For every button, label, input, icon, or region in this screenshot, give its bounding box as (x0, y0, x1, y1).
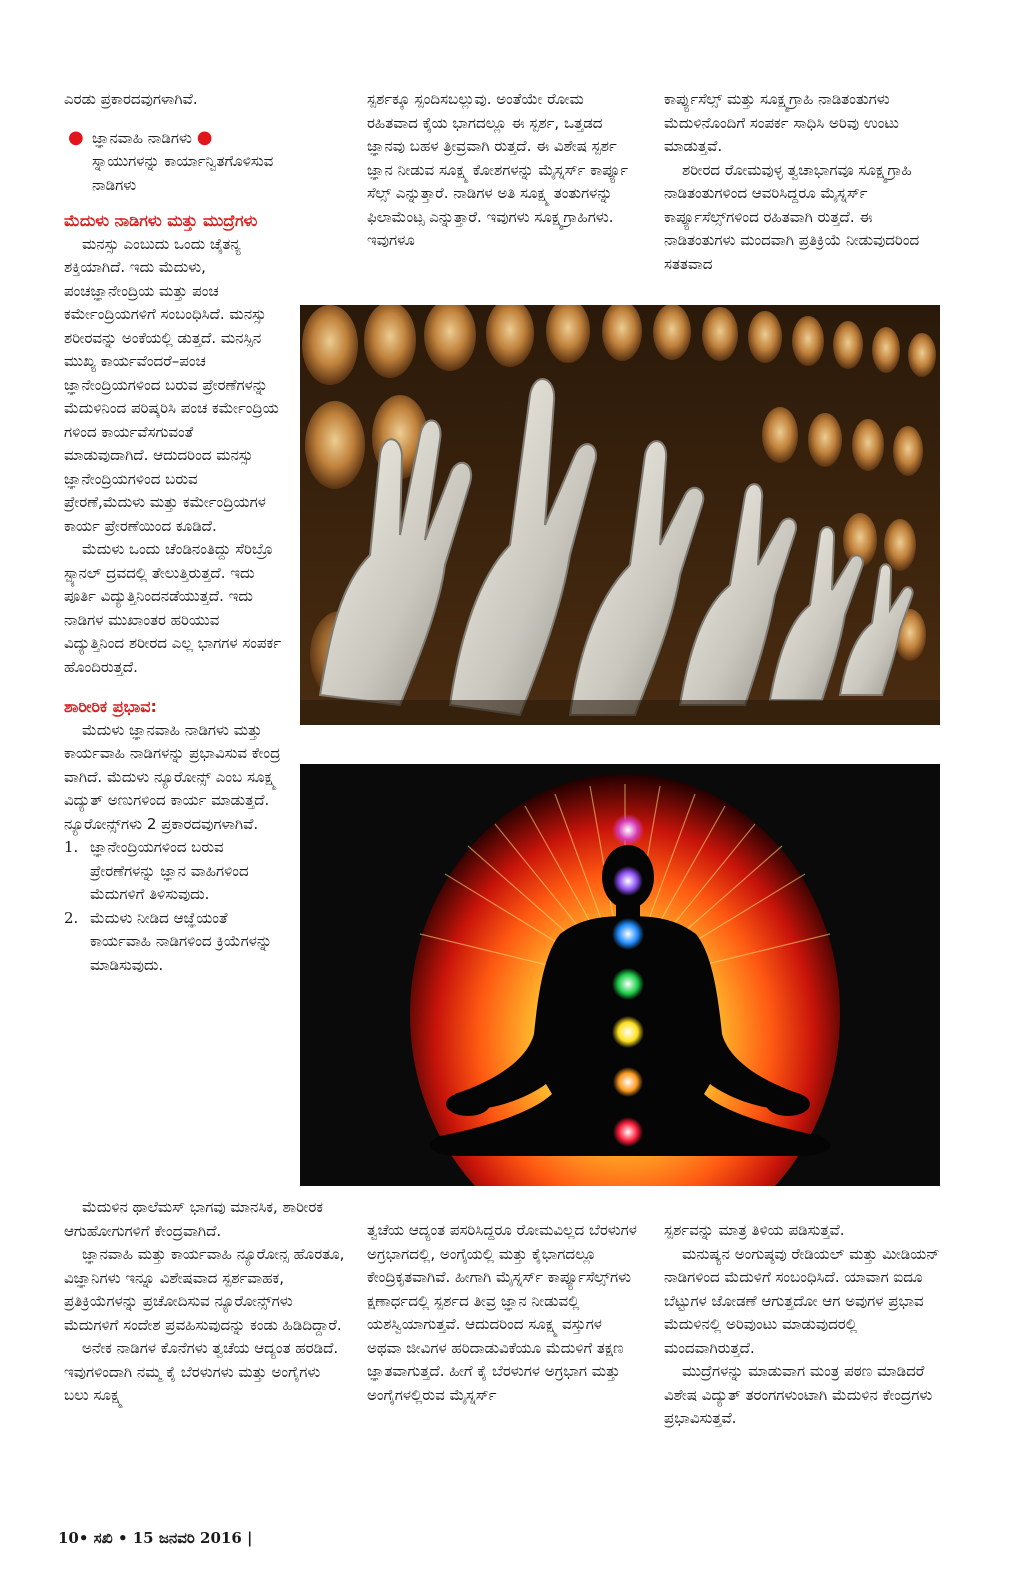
numbered-item (64, 836, 282, 907)
section-heading-physical-effect: ಶಾರೀರಿಕ ಪ್ರಭಾವ: (64, 697, 157, 716)
paragraph: ಕಾರ್ಪ್ಯುಸೆಲ್ಸ್ ಮತ್ತು ಸೂಕ್ಷ್ಮಗ್ರಾಹಿ ನಾಡಿತಂತುಗಳು ಮೆದುಳಿನೊಂದಿಗೆ ಸಂಪರ್ಕ ಸಾಧಿಸಿ ಅರಿವು ಉಂಟು ಮಾಡುತ್ತವೆ. (664, 90, 899, 155)
meditation-chakra-illustration (300, 764, 940, 1186)
meditation-chakra-image (300, 764, 940, 1186)
paragraph: ಸ್ಪರ್ಶಕ್ಕೂ ಸ್ಪಂದಿಸಬಲ್ಲುವು. ಅಂತೆಯೇ ರೋಮ ರಹಿತವಾದ ಕೈಯ ಭಾಗದಲ್ಲೂ ಈ ಸ್ಪರ್ಶ, ಒತ್ತಡದ ಜ್ಞಾನವು ಬಹಳ ತ್ರೀವ್ರವಾಗಿ ರುತ್ತದೆ. ಈ ವಿಶೇಷ ಸ್ಪರ್ಶ ಜ್ಞಾನ ನೀಡುವ ಸೂಕ್ಷ್ಮ ಕೋಶಗಳನ್ನು ಮೈಸ್ನರ್ಸ್ ಕಾರ್ಪ್ಯೂ ಸೆಲ್ಸ್ ಎನ್ನುತ್ತಾರೆ. ನಾಡಿಗಳ ಅತಿ ಸೂಕ್ಷ್ಮ ತಂತುಗಳನ್ನು ಫಿಲಾಮೆಂಟ್ಸ ಎನ್ನುತ್ತಾರೆ. ಇವುಗಳು ಸೂಕ್ಷ್ಮಗ್ರಾಹಿಗಳು. ಇವುಗಳೂ (367, 90, 629, 249)
paragraph: ಶರೀರದ ರೋಮವುಳ್ಳ ತ್ವಚಾಭಾಗವೂ ಸೂಕ್ಷ್ಮಗ್ರಾಹಿ ನಾಡಿತಂತುಗಳಿಂದ ಆವರಿಸಿದ್ದರೂ ಮೈಸ್ನರ್ಸ್ ಕಾರ್ಪ್ಯೂಸೆಲ್ಸ್‌ಗಳಿಂದ ರಹಿತವಾಗಿ ರುತ್ತದೆ. ಈ ನಾಡಿತಂತುಗಳು ಮಂದವಾಗಿ ಪ್ರತಿಕ್ರಿಯೆ ನೀಡುವುದರಿಂದ ಸತತವಾದ (664, 160, 920, 273)
column-3-top (664, 88, 946, 276)
bullet-item-1: ಜ್ಞಾನವಾಹಿ ನಾಡಿಗಳು (92, 128, 192, 147)
bullet-continuation: ಕಾರ್ಯಾನ್ವಿತಗೊಳಿಸುವ ನಾಡಿಗಳು (92, 152, 274, 194)
paragraph: ಸ್ಪರ್ಶವನ್ನು ಮಾತ್ರ ತಿಳಿಯ ಪಡಿಸುತ್ತವೆ. (664, 1221, 845, 1239)
column-2-top (367, 88, 639, 253)
paragraph: ಅನೇಕ ನಾಡಿಗಳ ಕೊನೆಗಳು ತ್ವಚೆಯ ಆದ್ಯಂತ ಹರಡಿದೆ. ಇವುಗಳಿಂದಾಗಿ ನಮ್ಮ ಕೈ ಬೆರಳುಗಳು ಮತ್ತು ಅಂಗೈಗಳು ಬಲು ಸೂಕ್ಷ್ಮ (64, 1339, 339, 1404)
intro-line: ಎರಡು ಪ್ರಕಾರದವುಗಳಾಗಿವೆ. (64, 90, 198, 108)
numbered-item-text: ಜ್ಞಾನೇಂದ್ರಿಯಗಳಿಂದ ಬರುವ ಪ್ರೇರಣೆಗಳನ್ನು ಜ್ಞಾನ ವಾಹಿಗಳಿಂದ ಮೆದುಗಳಿಗೆ ತಿಳಿಸುವುದು. (90, 838, 249, 903)
list-number: 2. (64, 908, 79, 927)
paragraph: ಮೆದುಳಿನ ಥಾಲೆಮಸ್ ಭಾಗವು ಮಾನಸಿಕ, ಶಾರೀರಕ ಆಗುಹೋಗುಗಳಿಗೆ ಕೇಂದ್ರವಾಗಿದೆ. (64, 1198, 324, 1240)
column-1-bottom (64, 1196, 346, 1408)
bullet-dot-icon: ● (68, 126, 84, 148)
paragraph: ಮೆದುಳು ಜ್ಞಾನವಾಹಿ ನಾಡಿಗಳು ಮತ್ತು ಕಾರ್ಯವಾಹಿ ನಾಡಿಗಳನ್ನು ಪ್ರಭಾವಿಸುವ ಕೇಂದ್ರ ವಾಗಿದೆ. ಮೆದುಳು ನ್ಯೂರೋನ್ಸ್ ಎಂಬ ಸೂಕ್ಷ್ಮ ವಿದ್ಯುತ್ ಅಣುಗಳಿಂದ ಕಾರ್ಯ ಮಾಡುತ್ತದೆ. ನ್ಯೂರೋನ್ಸ್‌ಗಳು 2 ಪ್ರಕಾರದವುಗಳಾಗಿವೆ. (64, 720, 281, 833)
bullet-item-2: ಸ್ನಾಯುಗಳನ್ನು (92, 152, 160, 170)
paragraph: ಮುದ್ರೆಗಳನ್ನು ಮಾಡುವಾಗ ಮಂತ್ರ ಪಠಣ ಮಾಡಿದರೆ ವಿಶೇಷ ವಿದ್ಯುತ್ ತರಂಗಗಳುಂಟಾಗಿ ಮೆದುಳಿನ ಕೇಂದ್ರಗಳು ಪ್ರಭಾವಿಸುತ್ತವೆ. (664, 1362, 933, 1427)
section-heading-brain-nerves: ಮೆದುಳು ನಾಡಿಗಳು ಮತ್ತು ಮುದ್ರೆಗಳು (64, 211, 258, 230)
numbered-item-text: ಮೆದುಳು ನೀಡಿದ ಆಜ್ಞೆಯಂತೆ ಕಾರ್ಯವಾಹಿ ನಾಡಿಗಳಿಂದ ಕ್ರಿಯೆಗಳನ್ನು ಮಾಡಿಸುವುದು. (90, 908, 273, 974)
paragraph: ಮನುಷ್ಯನ ಅಂಗುಷ್ಠವು ರೇಡಿಯಲ್ ಮತ್ತು ಮೀಡಿಯನ್ ನಾಡಿಗಳಿಂದ ಮೆದುಳಿಗೆ ಸಂಬಂಧಿಸಿದೆ. ಯಾವಾಗ ಐದೂ ಬೆಟ್ಟುಗಳ ಜೋಡಣೆ ಆಗುತ್ತದೋ ಆಗ ಅವುಗಳ ಪ್ರಭಾವ ಮೆದುಳಿನಲ್ಲಿ ಅರಿವುಂಟು ಮಾಡುವುದರಲ್ಲಿ ಮಂದವಾಗಿರುತ್ತದೆ. (664, 1244, 940, 1357)
paragraph: ಜ್ಞಾನವಾಹಿ ಮತ್ತು ಕಾರ್ಯವಾಹಿ ನ್ಯೂರೋನ್ಸ ಹೊರತೂ, ವಿಜ್ಞಾನಿಗಳು ಇನ್ನೂ ವಿಶೇಷವಾದ ಸ್ಪರ್ಶವಾಹಕ, ಪ್ರತಿಕ್ರಿಯೆಗಳನ್ನು ಪ್ರಚೋದಿಸುವ ನ್ಯೂರೋನ್ಸ್‌ಗಳು ಮೆದುಗಳಿಗೆ ಸಂದೇಶ ಪ್ರವಹಿಸುವುದನ್ನು ಕಂಡು ಹಿಡಿದಿದ್ದಾರೆ. (64, 1245, 345, 1334)
page-footer: 10• ಸಖಿ • 15 ಜನವರಿ 2016 | (58, 1529, 253, 1547)
column-3-bottom (664, 1219, 946, 1431)
list-number: 1. (64, 838, 79, 856)
paragraph: ಮೆದುಳು ಒಂದು ಚೆಂಡಿನಂತಿದ್ದು ಸೆರಿಬ್ರೊ ಸ್ಪ್ಯಾನಲ್ ದ್ರವದಲ್ಲಿ ತೇಲುತ್ತಿರುತ್ತದೆ. ಇದು ಪೂರ್ತಿ ವಿದ್ಯುತ್ತಿನಿಂದನಡೆಯುತ್ತದೆ. ಇದು ನಾಡಿಗಳ ಮುಖಾಂತರ ಹರಿಯುವ ವಿದ್ಯುತ್ತಿನಿಂದ ಶರೀರದ ಎಲ್ಲ ಭಾಗಗಳ ಸಂಪರ್ಕ ಹೊಂದಿರುತ್ತದೆ. (64, 540, 282, 676)
paragraph: ಮನಸ್ಸು ಎಂಬುದು ಒಂದು ಚೈತನ್ಯ ಶಕ್ತಿಯಾಗಿದೆ. ಇದು ಮೆದುಳು, ಪಂಚಜ್ಞಾನೇಂದ್ರಿಯ ಮತ್ತು ಪಂಚ ಕರ್ಮೇಂದ್ರಿಯಗಳಿಗೆ ಸಂಬಂಧಿಸಿದೆ. ಮನಸ್ಸು ಶರೀರವನ್ನು ಅಂಕೆಯಲ್ಲಿ ಡುತ್ತದೆ. ಮನಸ್ಸಿನ ಮುಖ್ಯ ಕಾರ್ಯವೆಂದರೆ–ಪಂಚ ಜ್ಞಾನೇಂದ್ರಿಯಗಳಿಂದ ಬರುವ ಪ್ರೇರಣೆಗಳನ್ನು ಮೆದುಳಿನಿಂದ ಪರಿಷ್ಕರಿಸಿ ಪಂಚ ಕರ್ಮೇಂದ್ರಿಯ ಗಳಿಂದ ಕಾರ್ಯವೆಸಗುವಂತೆ ಮಾಡುವುದಾಗಿದೆ. ಆದುದರಿಂದ ಮನಸ್ಸು ಜ್ಞಾನೇಂದ್ರಿಯಗಳಿಂದ ಬರುವ ಪ್ರೇರಣೆ,ಮೆದುಳು ಮತ್ತು ಕರ್ಮೇಂದ್ರಿಯಗಳ ಕಾರ್ಯ ಪ್ರೇರಣೆಯಿಂದ ಕೂಡಿದೆ. (64, 234, 279, 535)
mudra-hands-illustration (300, 305, 940, 725)
column-1-top (64, 88, 282, 977)
bullet-dot-icon: ● (196, 126, 213, 148)
paragraph: ತ್ವಚೆಯ ಆದ್ಯಂತ ಪಸರಿಸಿದ್ದರೂ ರೋಮವಿಲ್ಲದ ಬೆರಳುಗಳ ಅಗ್ರಭಾಗದಲ್ಲಿ, ಅಂಗೈಯಲ್ಲಿ ಮತ್ತು ಕೈಭಾಗದಲ್ಲೂ ಕೇಂದ್ರಿಕೃತವಾಗಿವೆ. ಹೀಗಾಗಿ ಮೈಸ್ನರ್ಸ್ ಕಾರ್ಪ್ಯೂಸೆಲ್ಸ್‌ಗಳು ಕ್ಷಣಾರ್ಧದಲ್ಲಿ ಸ್ಪರ್ಶದ ತೀವ್ರ ಜ್ಞಾನ ನೀಡುವಲ್ಲಿ ಯಶಸ್ವಿಯಾಗುತ್ತವೆ. ಆದುದರಿಂದ ಸೂಕ್ಷ್ಮ ವಸ್ತುಗಳ ಅಥವಾ ಜೀವಿಗಳ ಹರಿದಾಡುವಿಕೆಯೂ ಮೆದುಳಿಗೆ ತಕ್ಷಣ ಜ್ಞಾತವಾಗುತ್ತದೆ. ಹೀಗೆ ಕೈ ಬೆರಳುಗಳ ಅಗ್ರಭಾಗ ಮತ್ತು ಅಂಗೈಗಳಲ್ಲಿರುವ ಮೈಸ್ನರ್ಸ್ (367, 1221, 637, 1404)
numbered-item (64, 907, 282, 978)
mudra-hands-image (300, 305, 940, 725)
bullet-list (64, 126, 282, 198)
column-2-bottom (367, 1219, 639, 1407)
